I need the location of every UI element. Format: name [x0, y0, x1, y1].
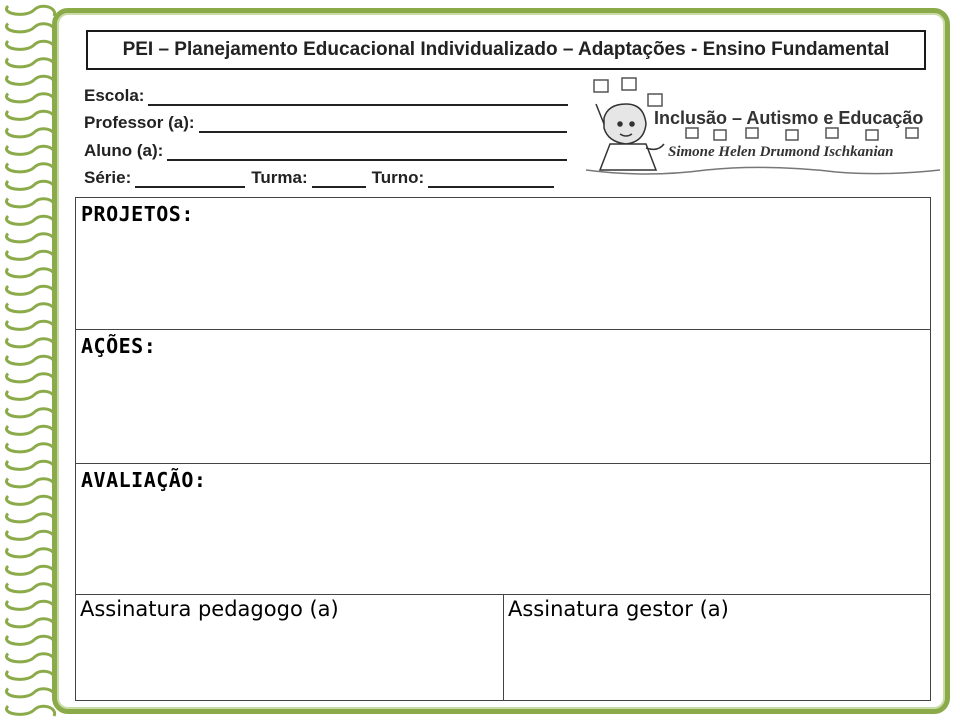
spiral-coil	[6, 461, 54, 471]
spiral-coil	[6, 601, 54, 611]
spiral-coil	[6, 251, 54, 261]
spiral-coil	[6, 41, 54, 51]
section-projetos[interactable]	[76, 198, 930, 330]
logo-author: Simone Helen Drumond Ischkanian	[668, 144, 894, 160]
spiral-coil	[6, 76, 54, 86]
spiral-coil	[6, 6, 54, 16]
field-escola-line[interactable]	[148, 86, 568, 106]
spiral-coil	[6, 479, 54, 489]
field-turma-label: Turma:	[251, 168, 308, 187]
spiral-coil	[6, 199, 54, 209]
field-turma-line[interactable]	[312, 168, 366, 188]
field-escola-label: Escola:	[84, 85, 145, 105]
field-professor-label: Professor (a):	[84, 113, 195, 132]
spiral-coil	[6, 356, 54, 366]
form-grid	[75, 197, 931, 701]
field-aluno	[84, 133, 584, 161]
spiral-coil	[6, 339, 54, 349]
document-title	[86, 30, 926, 70]
spiral-coil	[6, 636, 54, 646]
spiral-coil	[6, 164, 54, 174]
header-fields	[84, 78, 584, 188]
field-serie-label: Série:	[84, 168, 132, 187]
field-serie-line[interactable]	[135, 168, 245, 188]
spiral-coil	[6, 304, 54, 314]
spiral-coil	[6, 269, 54, 279]
spiral-coil	[6, 146, 54, 156]
section-avaliacao-label: AVALIAÇÃO:	[81, 468, 207, 492]
spiral-coil	[6, 24, 54, 34]
spiral-coil	[6, 181, 54, 191]
spiral-coil	[6, 286, 54, 296]
spiral-coil	[6, 496, 54, 506]
spiral-coil	[6, 374, 54, 384]
section-acoes-label: AÇÕES:	[81, 334, 157, 358]
field-professor-line[interactable]	[199, 113, 567, 133]
section-avaliacao[interactable]	[76, 464, 930, 595]
logo-title: Inclusão – Autismo e Educação	[654, 108, 924, 128]
field-aluno-line[interactable]	[167, 141, 567, 161]
field-escola	[84, 78, 584, 106]
field-aluno-label: Aluno (a):	[84, 140, 164, 160]
spiral-coil	[6, 234, 54, 244]
section-acoes[interactable]	[76, 330, 930, 464]
field-turno-line[interactable]	[428, 168, 554, 188]
spiral-coil	[6, 619, 54, 629]
document-title-text: PEI – Planejamento Educacional Individualizado – Adaptações - Ensino Fundamental	[122, 39, 890, 60]
section-projetos-label: PROJETOS:	[81, 202, 194, 226]
signature-pedagogo[interactable]	[76, 595, 504, 700]
spiral-coil	[6, 566, 54, 576]
spiral-coil	[6, 671, 54, 681]
spiral-coil	[6, 111, 54, 121]
spiral-coil	[6, 216, 54, 226]
spiral-coil	[6, 514, 54, 524]
field-turno-label: Turno:	[371, 168, 425, 187]
spiral-coil	[6, 444, 54, 454]
spiral-coil	[6, 321, 54, 331]
spiral-coil	[6, 391, 54, 401]
field-professor	[84, 106, 584, 134]
spiral-coil	[6, 531, 54, 541]
signature-gestor[interactable]	[504, 595, 930, 700]
logo-illustration	[586, 74, 940, 184]
spiral-coil	[6, 59, 54, 69]
signature-pedagogo-label: Assinatura pedagogo (a)	[80, 597, 339, 621]
field-serie-turma-turno	[84, 161, 584, 189]
spiral-coil	[6, 654, 54, 664]
spiral-coil	[6, 409, 54, 419]
spiral-coil	[6, 426, 54, 436]
signature-gestor-label: Assinatura gestor (a)	[508, 597, 729, 621]
spiral-coil	[6, 94, 54, 104]
spiral-coil	[6, 689, 54, 699]
spiral-coil	[6, 549, 54, 559]
spiral-coil	[6, 706, 54, 716]
spiral-coil	[6, 129, 54, 139]
spiral-coil	[6, 584, 54, 594]
